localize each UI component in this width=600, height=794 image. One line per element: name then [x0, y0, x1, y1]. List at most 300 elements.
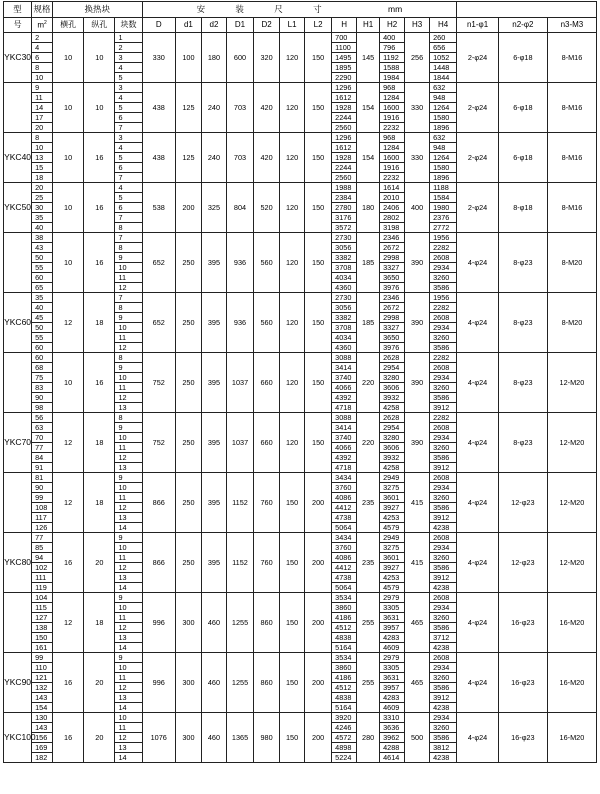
- H4-cell: 1188: [430, 183, 457, 193]
- H2-cell: 2954: [380, 423, 405, 433]
- blocks-cell: 10: [115, 543, 142, 553]
- H2-cell: 3976: [380, 343, 405, 353]
- h-hole-cell: 16: [52, 653, 83, 713]
- n2-cell: 16-φ23: [498, 713, 547, 763]
- H-cell: 3088: [332, 413, 357, 423]
- H-cell: 3414: [332, 423, 357, 433]
- model-cell: YKC100: [4, 713, 32, 763]
- blocks-cell: 11: [115, 273, 142, 283]
- blocks-cell: 4: [115, 63, 142, 73]
- v-hole-cell: 18: [84, 413, 115, 473]
- blocks-cell: 14: [115, 583, 142, 593]
- model-cell: [4, 83, 32, 133]
- d2-cell: 460: [201, 593, 226, 653]
- h-hole-cell: 16: [52, 713, 83, 763]
- blocks-cell: 12: [115, 623, 142, 633]
- D2-cell: 660: [254, 413, 280, 473]
- H-cell: 3382: [332, 253, 357, 263]
- blocks-cell: 6: [115, 163, 142, 173]
- model-cell: YKC40: [4, 133, 32, 183]
- D1-header: D1: [226, 18, 253, 33]
- blocks-cell: 9: [115, 253, 142, 263]
- H-cell: 4392: [332, 393, 357, 403]
- n2-cell: 16-φ23: [498, 593, 547, 653]
- H2-cell: 796: [380, 43, 405, 53]
- d2-cell: 325: [201, 183, 226, 233]
- D1-cell: 1152: [226, 533, 253, 593]
- H2-cell: 4579: [380, 583, 405, 593]
- area-cell: 156: [32, 733, 53, 743]
- header-blank: [457, 2, 597, 18]
- area-cell: 94: [32, 553, 53, 563]
- H4-cell: 2282: [430, 243, 457, 253]
- H4-cell: 1580: [430, 163, 457, 173]
- model-cell: YKC30: [4, 33, 32, 83]
- H-cell: 4898: [332, 743, 357, 753]
- H4-cell: 1956: [430, 233, 457, 243]
- area-cell: 121: [32, 673, 53, 683]
- blocks-cell: 11: [115, 333, 142, 343]
- L2-header: L2: [305, 18, 332, 33]
- v-hole-cell: 16: [84, 353, 115, 413]
- model-cell: YKC90: [4, 653, 32, 713]
- L1-cell: 120: [280, 33, 305, 83]
- H4-cell: 3912: [430, 693, 457, 703]
- n1-cell: 4-φ24: [457, 653, 499, 713]
- h-hole-cell: 12: [52, 413, 83, 473]
- D2-cell: 760: [254, 473, 280, 533]
- blocks-cell: 6: [115, 203, 142, 213]
- area-cell: 50: [32, 253, 53, 263]
- area-cell: 111: [32, 573, 53, 583]
- H-cell: 4738: [332, 513, 357, 523]
- H-cell: 4512: [332, 623, 357, 633]
- H-cell: 3760: [332, 483, 357, 493]
- H-cell: 1988: [332, 183, 357, 193]
- H-cell: 1612: [332, 93, 357, 103]
- L1-cell: 150: [280, 713, 305, 763]
- area-cell: 25: [32, 193, 53, 203]
- H2-cell: 1192: [380, 53, 405, 63]
- blocks-cell: 14: [115, 643, 142, 653]
- H-cell: 4512: [332, 683, 357, 693]
- H2-cell: 3606: [380, 383, 405, 393]
- area-cell: 90: [32, 483, 53, 493]
- blocks-cell: 1: [115, 33, 142, 43]
- L2-cell: 150: [305, 293, 332, 353]
- L1-cell: 150: [280, 473, 305, 533]
- blocks-cell: 8: [115, 353, 142, 363]
- area-cell: 60: [32, 343, 53, 353]
- H2-cell: 3957: [380, 623, 405, 633]
- blocks-cell: 12: [115, 683, 142, 693]
- H2-cell: 3601: [380, 553, 405, 563]
- H4-cell: 2608: [430, 253, 457, 263]
- H-cell: 5164: [332, 643, 357, 653]
- H2-cell: 4253: [380, 573, 405, 583]
- L1-cell: 120: [280, 183, 305, 233]
- L1-cell: 120: [280, 233, 305, 293]
- H2-cell: 3327: [380, 323, 405, 333]
- area-unit: m: [37, 20, 44, 30]
- H-cell: 4360: [332, 343, 357, 353]
- area-cell: 45: [32, 313, 53, 323]
- H4-cell: 2608: [430, 313, 457, 323]
- n2-header: n2-φ2: [498, 18, 547, 33]
- H2-cell: 3636: [380, 723, 405, 733]
- H-cell: 3920: [332, 713, 357, 723]
- n1-cell: 2-φ24: [457, 83, 499, 133]
- v-hole-cell: 16: [84, 133, 115, 183]
- D1-cell: 600: [226, 33, 253, 83]
- area-cell: 119: [32, 583, 53, 593]
- area-cell: 143: [32, 723, 53, 733]
- area-cell: 84: [32, 453, 53, 463]
- H2-cell: 3198: [380, 223, 405, 233]
- n1-cell: 2-φ24: [457, 33, 499, 83]
- blocks-cell: 3: [115, 83, 142, 93]
- blocks-cell: 11: [115, 383, 142, 393]
- H4-cell: 2282: [430, 353, 457, 363]
- H-cell: 4246: [332, 723, 357, 733]
- H-cell: 1495: [332, 53, 357, 63]
- area-cell: 68: [32, 363, 53, 373]
- area-cell: 161: [32, 643, 53, 653]
- v-hole-cell: 18: [84, 593, 115, 653]
- table-row: [4, 533, 597, 543]
- D1-cell: 936: [226, 233, 253, 293]
- area-cell: 130: [32, 713, 53, 723]
- H4-cell: 2934: [430, 543, 457, 553]
- H-cell: 4186: [332, 613, 357, 623]
- H2-cell: 3631: [380, 673, 405, 683]
- H-cell: 2244: [332, 113, 357, 123]
- H3-cell: 415: [405, 473, 430, 533]
- H2-cell: 1600: [380, 153, 405, 163]
- L1-cell: 150: [280, 653, 305, 713]
- H2-cell: 4283: [380, 633, 405, 643]
- H2-cell: 1916: [380, 113, 405, 123]
- n2-cell: 6-φ18: [498, 33, 547, 83]
- H2-cell: 2232: [380, 123, 405, 133]
- D2-cell: 320: [254, 33, 280, 83]
- H-cell: 3088: [332, 353, 357, 363]
- H-cell: 3414: [332, 363, 357, 373]
- D2-cell: 860: [254, 653, 280, 713]
- H4-cell: 1264: [430, 153, 457, 163]
- H4-cell: 3586: [430, 733, 457, 743]
- H-cell: 5064: [332, 523, 357, 533]
- blocks-cell: 9: [115, 593, 142, 603]
- blocks-cell: 11: [115, 493, 142, 503]
- H-cell: 4838: [332, 633, 357, 643]
- d1-cell: 300: [175, 713, 201, 763]
- H4-cell: 3260: [430, 333, 457, 343]
- H2-cell: 2406: [380, 203, 405, 213]
- area-cell: 81: [32, 473, 53, 483]
- v-hole-cell: 18: [84, 473, 115, 533]
- area-cell: 4: [32, 43, 53, 53]
- blocks-cell: 12: [115, 563, 142, 573]
- area-cell: 6: [32, 53, 53, 63]
- H2-cell: 3601: [380, 493, 405, 503]
- H2-cell: 3275: [380, 483, 405, 493]
- H4-cell: 3812: [430, 743, 457, 753]
- H-cell: 4360: [332, 283, 357, 293]
- area-cell: 117: [32, 513, 53, 523]
- D-cell: 752: [142, 353, 175, 413]
- H-cell: 4392: [332, 453, 357, 463]
- d1-cell: 300: [175, 653, 201, 713]
- area-header: [32, 18, 53, 33]
- n3-cell: 8-M16: [547, 83, 596, 133]
- H-cell: 2730: [332, 233, 357, 243]
- n1-cell: 2-φ24: [457, 183, 499, 233]
- L2-cell: 200: [305, 653, 332, 713]
- h-hole-cell: 10: [52, 83, 83, 133]
- H4-cell: 3586: [430, 453, 457, 463]
- table-row: [4, 233, 597, 243]
- H-cell: 5064: [332, 583, 357, 593]
- blocks-cell: 7: [115, 293, 142, 303]
- n1-cell: 4-φ24: [457, 533, 499, 593]
- h-hole-cell: 16: [52, 533, 83, 593]
- H4-cell: 2934: [430, 263, 457, 273]
- H2-header: H2: [380, 18, 405, 33]
- H2-cell: 4579: [380, 523, 405, 533]
- H2-cell: 3932: [380, 453, 405, 463]
- H4-cell: 3260: [430, 553, 457, 563]
- spec-table: [3, 1, 597, 763]
- H-cell: 1895: [332, 63, 357, 73]
- H3-cell: 390: [405, 233, 430, 293]
- H4-cell: 3912: [430, 513, 457, 523]
- area-cell: 132: [32, 683, 53, 693]
- H2-cell: 3606: [380, 443, 405, 453]
- H2-cell: 4614: [380, 753, 405, 763]
- H-cell: 1296: [332, 133, 357, 143]
- n2-cell: 8-φ23: [498, 233, 547, 293]
- model-cell: [4, 593, 32, 653]
- H4-cell: 948: [430, 93, 457, 103]
- H-cell: 2780: [332, 203, 357, 213]
- L1-cell: 120: [280, 83, 305, 133]
- area-cell: 15: [32, 163, 53, 173]
- H4-header: H4: [430, 18, 457, 33]
- H2-cell: 3631: [380, 613, 405, 623]
- H2-cell: 3957: [380, 683, 405, 693]
- H2-cell: 2998: [380, 253, 405, 263]
- blocks-cell: 7: [115, 173, 142, 183]
- blocks-cell: 5: [115, 73, 142, 83]
- H-cell: 3740: [332, 373, 357, 383]
- H-cell: 3176: [332, 213, 357, 223]
- n2-cell: 6-φ18: [498, 83, 547, 133]
- H4-cell: 3912: [430, 463, 457, 473]
- model-cell: YKC50: [4, 183, 32, 233]
- blocks-cell: 13: [115, 513, 142, 523]
- blocks-cell: 13: [115, 573, 142, 583]
- area-cell: 65: [32, 283, 53, 293]
- H2-cell: 2010: [380, 193, 405, 203]
- H4-cell: 2376: [430, 213, 457, 223]
- area-cell: 70: [32, 433, 53, 443]
- L1-cell: 150: [280, 593, 305, 653]
- H4-cell: 2608: [430, 593, 457, 603]
- H4-cell: 1264: [430, 103, 457, 113]
- H2-cell: 2672: [380, 243, 405, 253]
- H2-cell: 968: [380, 133, 405, 143]
- n2-cell: 16-φ23: [498, 653, 547, 713]
- H2-cell: 3310: [380, 713, 405, 723]
- H2-cell: 2998: [380, 313, 405, 323]
- H-cell: 3708: [332, 263, 357, 273]
- blocks-cell: 9: [115, 653, 142, 663]
- area-cell: 99: [32, 493, 53, 503]
- area-cell: 20: [32, 183, 53, 193]
- H4-cell: 1896: [430, 123, 457, 133]
- d2-cell: 240: [201, 133, 226, 183]
- header-row-1: [4, 2, 597, 18]
- area-cell: 13: [32, 153, 53, 163]
- H-cell: 3860: [332, 603, 357, 613]
- area-cell: 138: [32, 623, 53, 633]
- H1-cell: 220: [357, 353, 380, 413]
- H-cell: 4086: [332, 493, 357, 503]
- D2-cell: 560: [254, 233, 280, 293]
- H4-cell: 1448: [430, 63, 457, 73]
- H-cell: 5164: [332, 703, 357, 713]
- H2-cell: 1614: [380, 183, 405, 193]
- D1-cell: 1255: [226, 653, 253, 713]
- H4-cell: 1052: [430, 53, 457, 63]
- H2-cell: 1284: [380, 143, 405, 153]
- H2-cell: 4283: [380, 693, 405, 703]
- H2-cell: 4288: [380, 743, 405, 753]
- n1-cell: 4-φ24: [457, 473, 499, 533]
- area-cell: 182: [32, 753, 53, 763]
- D2-cell: 420: [254, 133, 280, 183]
- d1-cell: 125: [175, 133, 201, 183]
- H-cell: 3534: [332, 593, 357, 603]
- H-header: H: [332, 18, 357, 33]
- H2-cell: 2954: [380, 363, 405, 373]
- H4-cell: 3260: [430, 613, 457, 623]
- L2-cell: 200: [305, 473, 332, 533]
- H3-cell: 256: [405, 33, 430, 83]
- H4-cell: 632: [430, 83, 457, 93]
- n2-cell: 12-φ23: [498, 473, 547, 533]
- model-cell: YKC70: [4, 413, 32, 473]
- H3-header: H3: [405, 18, 430, 33]
- n3-cell: 12-M20: [547, 473, 596, 533]
- area-cell: 77: [32, 533, 53, 543]
- blocks-cell: 2: [115, 43, 142, 53]
- blocks-cell: 10: [115, 663, 142, 673]
- H-cell: 1612: [332, 143, 357, 153]
- d1-cell: 250: [175, 473, 201, 533]
- blocks-cell: 12: [115, 283, 142, 293]
- H-cell: 4066: [332, 443, 357, 453]
- blocks-cell: 10: [115, 713, 142, 723]
- install-size-title: 安 装 尺 寸: [196, 4, 336, 15]
- H4-cell: 3586: [430, 343, 457, 353]
- d1-cell: 250: [175, 293, 201, 353]
- blocks-cell: 5: [115, 103, 142, 113]
- area-cell: 43: [32, 243, 53, 253]
- H2-cell: 1984: [380, 73, 405, 83]
- blocks-cell: 12: [115, 343, 142, 353]
- L1-header: L1: [280, 18, 305, 33]
- d2-cell: 395: [201, 473, 226, 533]
- H3-cell: 390: [405, 413, 430, 473]
- H1-cell: 154: [357, 133, 380, 183]
- H4-cell: 4238: [430, 703, 457, 713]
- H4-cell: 1956: [430, 293, 457, 303]
- blocks-cell: 13: [115, 743, 142, 753]
- blocks-cell: 13: [115, 463, 142, 473]
- H4-cell: 2608: [430, 423, 457, 433]
- area-cell: 60: [32, 273, 53, 283]
- table-row: [4, 653, 597, 663]
- H4-cell: 2608: [430, 363, 457, 373]
- h-hole-cell: 10: [52, 133, 83, 183]
- H1-cell: 185: [357, 233, 380, 293]
- n1-cell: 2-φ24: [457, 133, 499, 183]
- table-row: [4, 293, 597, 303]
- H4-cell: 3586: [430, 503, 457, 513]
- v-hole-cell: 10: [84, 83, 115, 133]
- blocks-cell: 7: [115, 213, 142, 223]
- h-hole-cell: 12: [52, 293, 83, 353]
- area-cell: 63: [32, 423, 53, 433]
- area-cell: 9: [32, 83, 53, 93]
- n3-cell: 16-M20: [547, 593, 596, 653]
- blocks-cell: 8: [115, 243, 142, 253]
- H-cell: 3760: [332, 543, 357, 553]
- no-header: 号: [4, 18, 32, 33]
- H4-cell: 2282: [430, 413, 457, 423]
- H-cell: 4066: [332, 383, 357, 393]
- H-cell: 2730: [332, 293, 357, 303]
- d2-cell: 460: [201, 653, 226, 713]
- D-cell: 652: [142, 293, 175, 353]
- H-cell: 3382: [332, 313, 357, 323]
- H-cell: 1928: [332, 153, 357, 163]
- H-cell: 2560: [332, 123, 357, 133]
- h-hole-cell: 10: [52, 233, 83, 293]
- d1-cell: 125: [175, 83, 201, 133]
- model-cell: YKC60: [4, 293, 32, 353]
- H2-cell: 2628: [380, 353, 405, 363]
- d2-cell: 240: [201, 83, 226, 133]
- H2-cell: 1588: [380, 63, 405, 73]
- D2-cell: 420: [254, 83, 280, 133]
- H1-cell: 180: [357, 183, 380, 233]
- H-cell: 3572: [332, 223, 357, 233]
- install-size-header: [142, 2, 457, 18]
- h-hole-cell: 10: [52, 353, 83, 413]
- D1-cell: 804: [226, 183, 253, 233]
- blocks-cell: 14: [115, 753, 142, 763]
- H4-cell: 4238: [430, 583, 457, 593]
- D2-cell: 980: [254, 713, 280, 763]
- H4-cell: 2608: [430, 533, 457, 543]
- L2-cell: 150: [305, 33, 332, 83]
- H2-cell: 3650: [380, 273, 405, 283]
- d2-cell: 395: [201, 293, 226, 353]
- H3-cell: 415: [405, 533, 430, 593]
